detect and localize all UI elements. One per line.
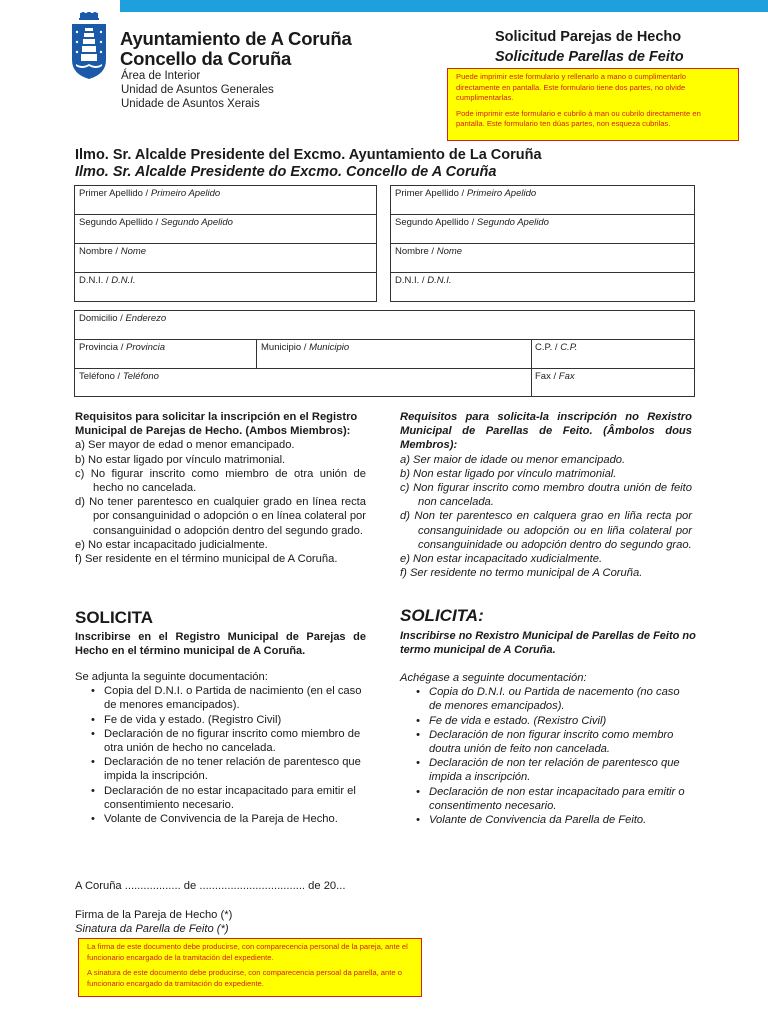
person-1-box <box>74 185 377 302</box>
person-1-primer-apellido-field[interactable]: Primer Apellido / Primeiro Apelido <box>79 188 221 199</box>
date-line[interactable]: A Coruña .................. de .................................. de 20... <box>75 880 346 892</box>
requirement-item: d) Non ter parentesco en calquera grao en liña recta por consanguinidade ou adopción ou en liña colateral por consanguinidade ou adopción dentro do segundo grao. <box>400 510 692 551</box>
document-item: • Volante de Convivencia da Parella de Feito. <box>400 813 692 827</box>
document-item: • Declaración de non figurar inscrito como membro doutra unión de feito non cancelada. <box>400 728 692 756</box>
form-title-gl: Solicitude Parellas de Feito <box>495 49 684 65</box>
requirement-item: d) No tener parentesco en cualquier grado en línea recta por consanguinidad o adopción o en línea colateral por consanguinidad o adopción dentro del segundo grado. <box>75 496 366 537</box>
notice-text-gl: Pode imprimir este formulario e cubrilo á man ou cubrilo directamente en pantalla. Este formulario ten dúas partes, non esqueza cubrilas. <box>456 108 701 129</box>
signature-label-gl: Sinatura da Parella de Feito (*) <box>75 923 229 935</box>
unit-gl: Unidade de Asuntos Xerais <box>121 98 260 110</box>
document-item: • Declaración de no estar incapacitado para emitir el consentimiento necesario. <box>75 784 367 812</box>
signature-notice-es: La firma de este documento debe producirse, con comparecencia personal de la pareja, ante el funcionario encargado de la tramitación del expediente. <box>87 942 408 962</box>
requirement-item: e) Non estar incapacitado xudicialmente. <box>400 553 603 566</box>
provincia-field[interactable]: Provincia / Provincia <box>79 342 166 353</box>
org-name-gl: Concello da Coruña <box>120 48 292 69</box>
domicilio-field[interactable]: Domicilio / Enderezo <box>79 313 167 324</box>
unit-es: Unidad de Asuntos Generales <box>121 84 274 96</box>
document-item: • Declaración de non estar incapacitado para emitir o consentimento necesario. <box>400 785 692 813</box>
signature-label-es: Firma de la Pareja de Hecho (*) <box>75 909 233 921</box>
requirement-item: c) No figurar inscrito como miembro de otra unión de hecho no cancelada. <box>75 467 366 495</box>
requirements-gl <box>400 410 692 580</box>
documents-intro-es: Se adjunta la seguinte documentación: <box>75 671 268 683</box>
document-item: • Declaración de no figurar inscrito como miembro de otra unión de hecho no cancelada. <box>75 727 367 755</box>
header-accent-bar <box>120 0 768 12</box>
signature-notice <box>78 938 422 997</box>
requirements-heading-gl: Requisitos para solicita-la inscripción no Rexistro Municipal de Parellas de Feito. (Âmbolos dous Membros): <box>400 411 692 452</box>
cp-field[interactable]: C.P. / C.P. <box>535 342 578 353</box>
person-2-segundo-apellido-field[interactable]: Segundo Apellido / Segundo Apelido <box>395 217 549 228</box>
telefono-field[interactable]: Teléfono / Teléfono <box>79 371 159 382</box>
address-box <box>74 310 695 397</box>
requirement-item: e) No estar incapacitado judicialmente. <box>75 538 268 551</box>
municipio-field[interactable]: Municipio / Municipio <box>261 342 350 353</box>
form-title-es: Solicitud Parejas de Hecho <box>495 29 682 45</box>
requirement-item: f) Ser residente no termo municipal de A Coruña. <box>400 567 643 580</box>
documents-gl <box>400 671 692 827</box>
coat-of-arms-icon <box>70 12 108 80</box>
document-item: • Fe de vida e estado. (Rexistro Civil) <box>400 714 692 728</box>
person-2-primer-apellido-field[interactable]: Primer Apellido / Primeiro Apelido <box>395 188 537 199</box>
requirement-item: a) Ser mayor de edad o menor emancipado. <box>75 439 295 452</box>
fill-instructions-notice <box>447 68 739 141</box>
unit-area: Área de Interior <box>121 70 201 82</box>
notice-text-es: Puede imprimir este formulario y rellenarlo a mano o cumplimentarlo directamente en pantalla. Este formulario tiene dos partes, no olvide cumplimentarlas. <box>456 72 687 103</box>
document-item: • Copia del D.N.I. o Partida de nacimiento (en el caso de menores emancipados). <box>75 684 367 712</box>
solicita-sub-gl: Inscribirse no Rexistro Municipal de Parellas de Feito no termo municipal de A Coruña. <box>400 630 696 657</box>
document-item: • Copia do D.N.I. ou Partida de nacemento (no caso de menores emancipados). <box>400 685 692 713</box>
requirements-es <box>75 410 366 566</box>
requirement-item: b) No estar ligado por vínculo matrimonial. <box>75 453 286 466</box>
requirement-item: b) Non estar ligado por vínculo matrimonial. <box>400 467 617 480</box>
solicita-sub-es: Inscribirse en el Registro Municipal de Parejas de Hecho en el término municipal de A Coruña. <box>75 631 366 658</box>
document-item: • Fe de vida y estado. (Registro Civil) <box>75 713 367 727</box>
person-1-nombre-field[interactable]: Nombre / Nome <box>79 246 147 257</box>
fax-field[interactable]: Fax / Fax <box>535 371 575 382</box>
documents-es <box>75 670 367 826</box>
person-2-dni-field[interactable]: D.N.I. / D.N.I. <box>395 275 452 286</box>
person-1-segundo-apellido-field[interactable]: Segundo Apellido / Segundo Apelido <box>79 217 233 228</box>
person-2-box <box>390 185 695 302</box>
addressee-gl: Ilmo. Sr. Alcalde Presidente do Excmo. Concello de A Coruña <box>75 164 497 180</box>
requirement-item: a) Ser maior de idade ou menor emancipado. <box>400 453 626 466</box>
person-1-dni-field[interactable]: D.N.I. / D.N.I. <box>79 275 136 286</box>
addressee-es: Ilmo. Sr. Alcalde Presidente del Excmo. Ayuntamiento de La Coruña <box>75 147 542 163</box>
document-item: • Declaración de no tener relación de parentesco que impida la inscripción. <box>75 755 367 783</box>
requirements-heading-es: Requisitos para solicitar la inscripción en el Registro Municipal de Parejas de Hecho. (Ambos Miembros): <box>75 411 358 438</box>
signature-notice-gl: A sinatura de este documento debe producirse, con comparecencia persoal da parella, ante o funcionario encargado da tramitación do expediente. <box>87 968 402 988</box>
requirement-item: f) Ser residente en el término municipal de A Coruña. <box>75 553 338 566</box>
documents-intro-gl: Achégase a seguinte documentación: <box>400 672 587 684</box>
solicita-title-gl: SOLICITA: <box>400 606 484 625</box>
document-item: • Declaración de non ter relación de parentesco que impida a inscripción. <box>400 756 692 784</box>
document-item: • Volante de Convivencia de la Pareja de Hecho. <box>75 812 367 826</box>
requirement-item: c) Non figurar inscrito como membro doutra unión de feito non cancelada. <box>400 482 692 509</box>
solicita-title-es: SOLICITA <box>75 608 154 627</box>
org-name-es: Ayuntamiento de A Coruña <box>120 28 352 49</box>
person-2-nombre-field[interactable]: Nombre / Nome <box>395 246 463 257</box>
